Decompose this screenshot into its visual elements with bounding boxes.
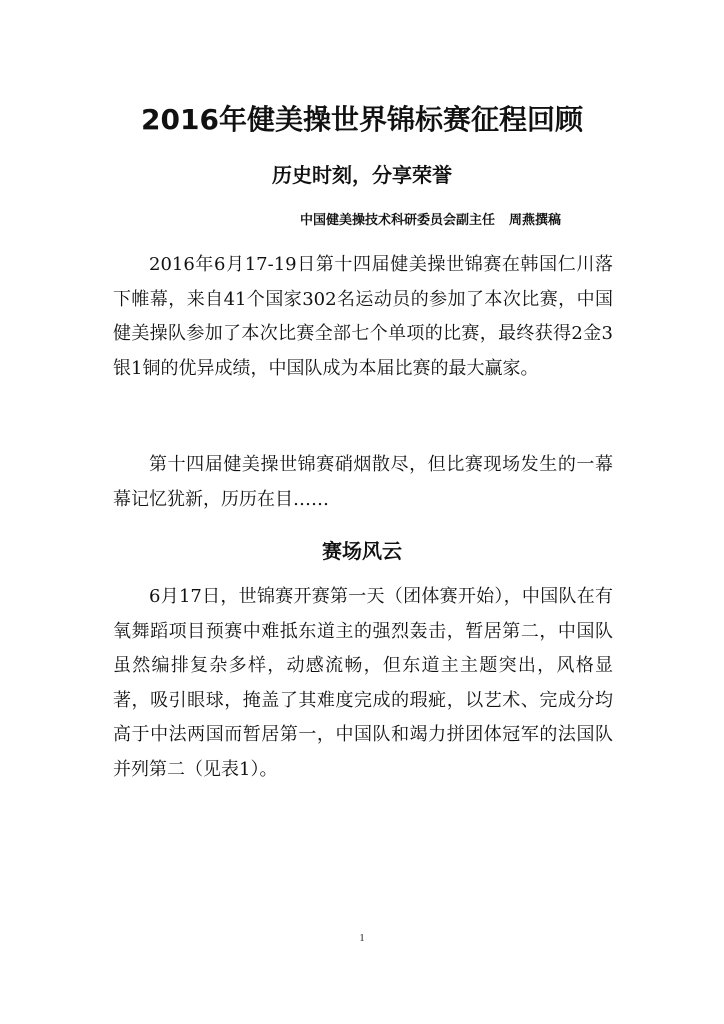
paragraph-memory: 第十四届健美操世锦赛硝烟散尽，但比赛现场发生的一幕幕记忆犹新，历历在目…… (113, 454, 613, 510)
document-subtitle: 历史时刻，分享荣誉 (272, 163, 452, 187)
paragraph-intro: 2016年6月17-19日第十四届健美操世锦赛在韩国仁川落下帷幕，来自41个国家302名运动员的参加了本次比赛，中国健美操队参加了本次比赛全部七个单项的比赛，最终获得2金3银1铜的优异成绩，中国队成为本届比赛的最大赢家。 (113, 254, 613, 379)
author-name: 周燕撰稿 (509, 213, 562, 228)
section-heading: 赛场风云 (322, 539, 402, 563)
author-role: 中国健美操技术科研委员会副主任 (300, 213, 496, 228)
page-number: 1 (359, 933, 365, 944)
paragraph-section: 6月17日，世锦赛开赛第一天（团体赛开始），中国队在有氧舞蹈项目预赛中难抵东道主的强烈轰击，暂居第二，中国队虽然编排复杂多样，动感流畅，但东道主主题突出，风格显著，吸引眼球，掩盖了其难度完成的瑕疵，以艺术、完成分均高于中法两国而暂居第一，中国队和竭力拼团体冠军的法国队并列第二（见表1）。 (113, 586, 613, 780)
document-title: 2016年健美操世界锦标赛征程回顾 (141, 103, 583, 136)
author-line (300, 211, 620, 231)
